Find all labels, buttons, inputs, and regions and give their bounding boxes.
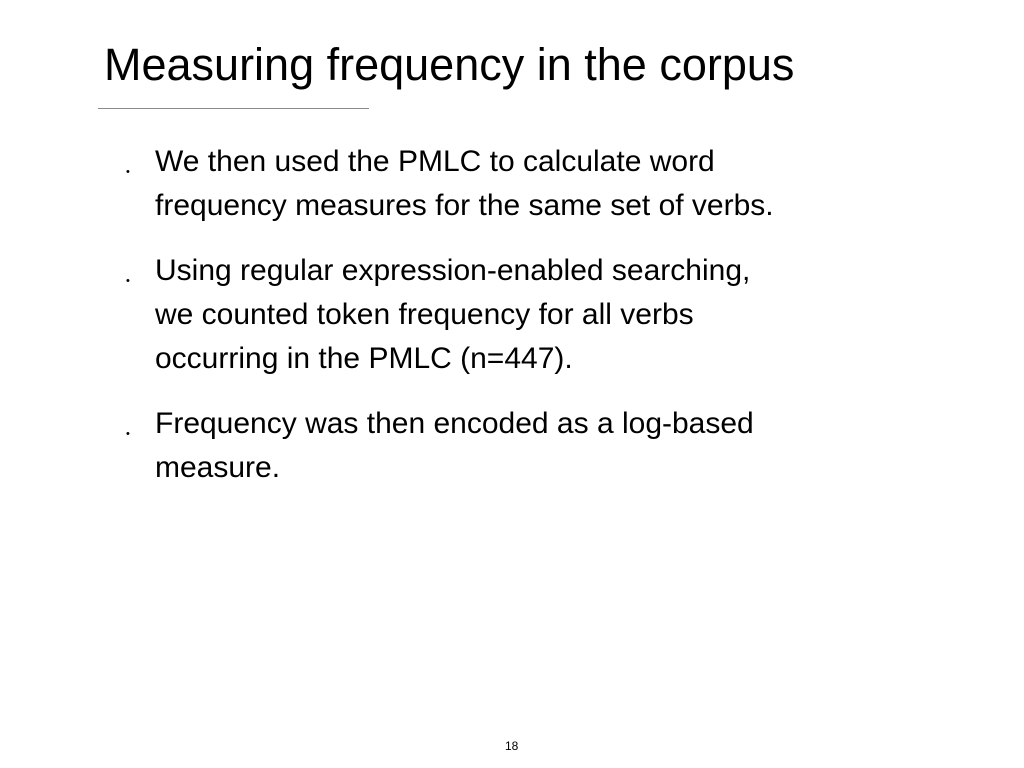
bullet-line: Using regular expression-enabled searching, [155, 254, 751, 287]
bullet-line: frequency measures for the same set of verbs. [155, 189, 774, 222]
slide-title: Measuring frequency in the corpus [104, 39, 795, 90]
bullet-line: Frequency was then encoded as a log-based [155, 407, 754, 440]
bullet-point-icon: • [126, 275, 130, 287]
bullet-line: occurring in the PMLC (n=447). [155, 342, 573, 375]
title-underline [98, 108, 369, 109]
bullet-point-icon: • [126, 166, 130, 178]
page-number: 18 [505, 739, 519, 753]
bullet-line: we counted token frequency for all verbs [155, 298, 694, 331]
bullet-text [155, 402, 915, 490]
bullet-text [155, 249, 915, 381]
bullet-point-icon: • [126, 428, 130, 440]
bullet-line: measure. [155, 451, 281, 484]
bullet-text [155, 140, 915, 228]
bullet-line: We then used the PMLC to calculate word [155, 145, 715, 178]
